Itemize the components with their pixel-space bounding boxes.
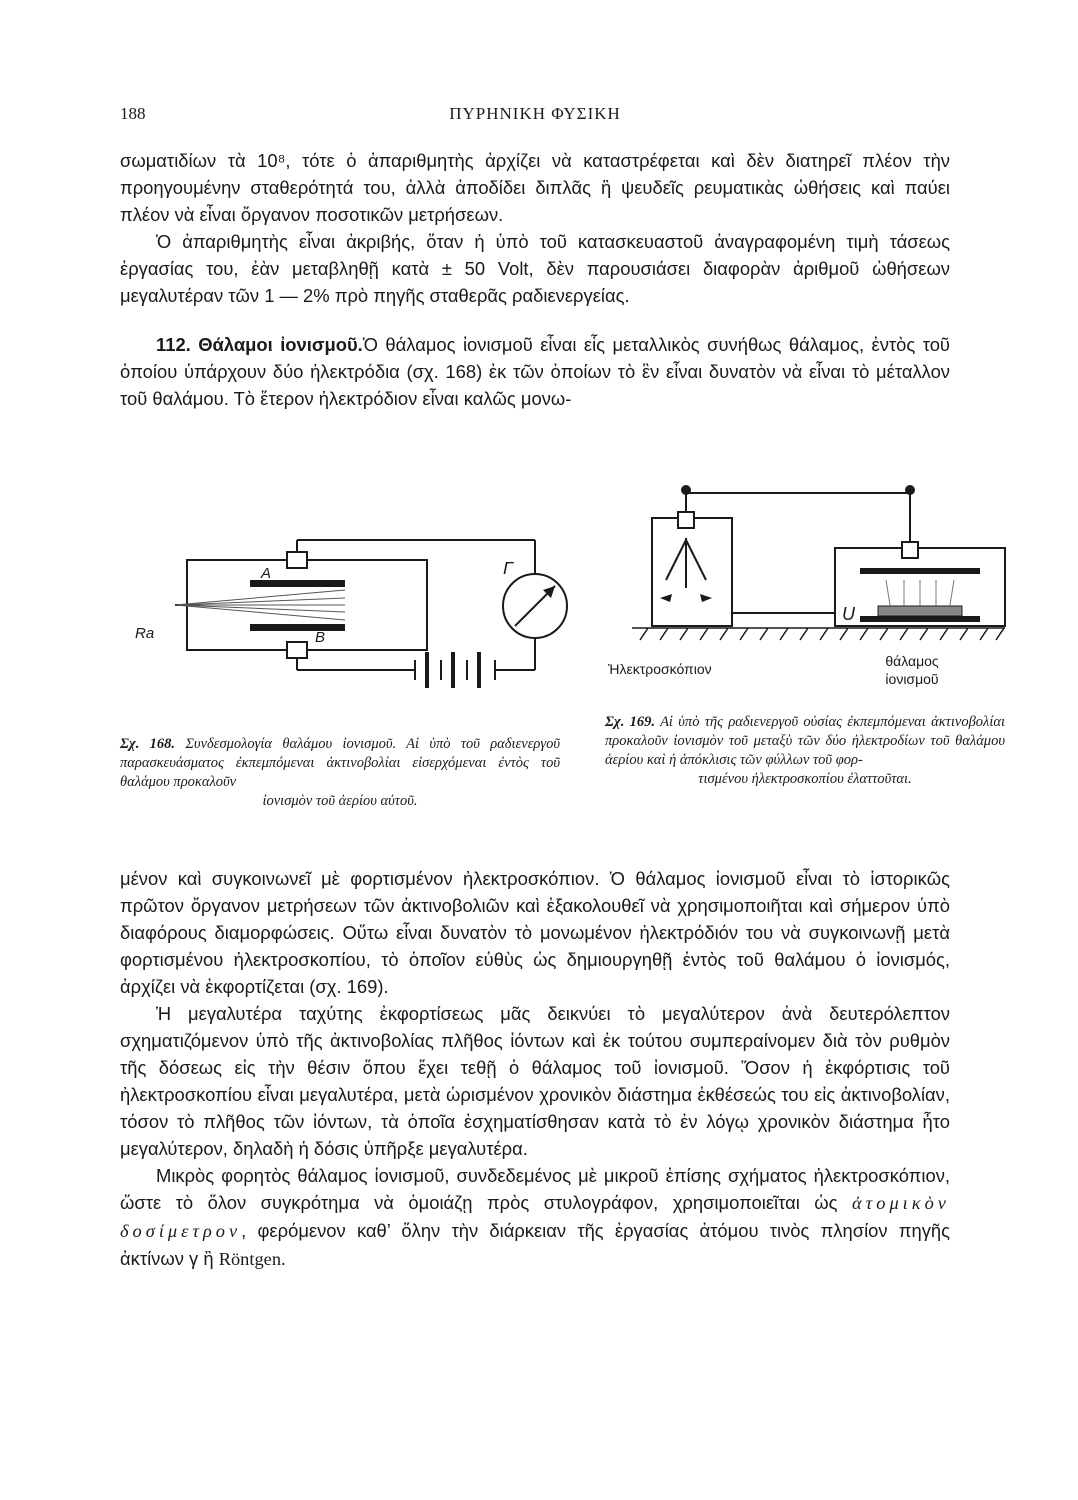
sample-radiation [886, 580, 954, 605]
electroscope-case [652, 518, 732, 626]
paragraph-3-start: Μικρὸς φορητὸς θάλαμος ἰονισμοῦ, συνδεδεμένος μὲ μικροῦ ἐπίσης σχήματος ἠλεκτροσκόπιον, ὥστε τὸ ὅλον συγκρότημα νὰ ὁμοιάζῃ πρὸς στυλογράφον, χρησιμοποιεῖται ὡς [120, 1165, 950, 1213]
paragraph-3-mid: , φερόμενον καθ’ ὅλην τὴν διάρκειαν τῆς ἐργασίας ἀτόμου τινὸς πλησίον πηγῆς ἀκτίνων γ ἢ [120, 1220, 950, 1269]
radiation-rays [175, 590, 345, 620]
radioactive-sample [878, 606, 962, 616]
label-u: U [842, 604, 855, 624]
figure-168-caption-text: Συνδεσμολογία θαλάμου ἰονισμοῦ. Αἱ ὑπὸ τοῦ ραδιενεργοῦ παρασκευάσματος ἐκπεμπόμεναι ἀκτινοβολίαι εἰσερχόμεναι ἐντὸς τοῦ θαλάμου προκαλοῦν [120, 736, 560, 790]
battery [415, 652, 495, 688]
label-chamber-line1: θάλαμος [885, 653, 939, 669]
rontgen-term: Röntgen. [218, 1249, 286, 1269]
figure-169-caption-end: τισμένου ἠλεκτροσκοπίου ἐλαττοῦται. [698, 771, 912, 787]
electrode-b [250, 624, 345, 631]
ground-hatch [632, 628, 1005, 640]
leaf-left [666, 540, 686, 580]
electroscope-insulator [678, 512, 694, 528]
electroscope-knob [681, 485, 691, 495]
label-ra: Ra [135, 625, 155, 642]
figure-168-diagram [115, 530, 585, 705]
top-text-block [120, 147, 950, 412]
dosimeter-term: ἀτομικὸν δοσίμετρον [120, 1193, 950, 1241]
chamber-insulator [902, 542, 918, 558]
page-number: 188 [120, 104, 146, 123]
paragraph: μένον καὶ συγκοινωνεῖ μὲ φορτισμένον ἠλεκτροσκόπιον. Ὁ θάλαμος ἰονισμοῦ εἶναι τὸ ἱστορικῶς πρῶτον ὄργανον μετρήσεων τῶν ἀκτινοβολιῶν καὶ ἐξακολουθεῖ νὰ χρησιμοποιῆται καὶ σήμερον ὑπὸ διαφόρους διαμορφώσεις. Οὕτω εἶναι δυνατὸν τὸ μονωμένον ἠλεκτρόδιόν του νὰ συγκοινωνῇ μετὰ φορτισμένου ἠλεκτροσκοπίου, τὸ ὁποῖον εὐθὺς ὡς δημιουργηθῇ ἐντὸς τοῦ θαλάμου ὁ ἰονισμός, ἀρχίζει νὰ ἐκφορτίζεται (σχ. 169). [120, 868, 950, 997]
paragraph: Ἡ μεγαλυτέρα ταχύτης ἐκφορτίσεως μᾶς δεικνύει τὸ μεγαλύτερον ἀνὰ δευτερόλεπτον σχηματιζόμενον ὑπὸ τῆς ἀκτινοβολίας πλῆθος ἰόντων καὶ ἐκ τούτου συμπεραίνομεν διὰ τὸν ρυθμὸν τῆς δόσεως εἰς τὴν θέσιν ὅπου ἔχει τεθῇ ὁ θάλαμος τοῦ ἰονισμοῦ. Ὅσον ἡ ἐκφόρτισις τοῦ ἠλεκτροσκοπίου εἶναι μεγαλυτέρα, μετὰ ὡρισμένον χρονικὸν διάστημα ἐκθέσεώς του εἰς ἀκτινοβολίαν, τόσον τὸ πλῆθος τῶν ἰόντων, τὰ ὁποῖα ἐσχηματίσθησαν κατὰ τὸ ἐν λόγῳ χρονικὸν διάστημα ἦτο μεγαλύτερον, δηλαδὴ ἡ δόσις ὑπῆρξε μεγαλυτέρα. [120, 1003, 950, 1159]
label-chamber-line2: ἰονισμοῦ [885, 671, 939, 687]
paragraph [120, 1162, 950, 1273]
figure-168-label: Σχ. 168. [120, 736, 176, 752]
label-electroscope: Ἠλεκτροσκόπιον [608, 661, 712, 677]
section-text: Ὁ θάλαμος ἰονισμοῦ εἶναι εἷς μεταλλικὸς συνήθως θάλαμος, ἐντὸς τοῦ ὁποίου ὑπάρχουν δύο ἠλεκτρόδια (σχ. 168) ἐκ τῶν ὁποίων τὸ ἓν εἶναι δυνατὸν νὰ εἶναι τὸ μέταλλον τοῦ θαλάμου. Τὸ ἕτερον ἠλεκτρόδιον εἶναι καλῶς μονω- [120, 334, 950, 409]
insulator-a [287, 552, 307, 568]
arrow-right [700, 594, 712, 602]
arrow-left [660, 594, 672, 602]
bottom-text-block [120, 865, 950, 1273]
chamber-knob [905, 485, 915, 495]
figure-169-caption [605, 713, 1005, 789]
page-header [120, 104, 950, 128]
insulator-b [287, 642, 307, 658]
leaf-right [686, 540, 706, 580]
label-gamma: Γ [503, 558, 514, 578]
section-number: 112. [156, 334, 191, 355]
running-title: ΠΥΡΗΝΙΚΗ ΦΥΣΙΚΗ [449, 104, 621, 123]
lower-electrode [860, 616, 980, 622]
figure-168-caption [120, 735, 560, 811]
paragraph: Ὁ ἀπαριθμητὴς εἶναι ἀκριβής, ὅταν ἡ ὑπὸ τοῦ κατασκευαστοῦ ἀναγραφομένη τιμὴ τάσεως ἐργασίας του, ἐὰν μεταβληθῇ κατὰ ± 50 Volt, δὲν παρουσιάσει διαφορὰν ἀριθμοῦ ὠθήσεων μεγαλυτέραν τῶν 1 — 2% πρὸ πηγῆς σταθερᾶς ραδιενεργείας. [120, 231, 950, 306]
upper-electrode [860, 568, 980, 574]
figure-168-caption-end: ἰονισμὸν τοῦ ἀερίου αὐτοῦ. [262, 793, 418, 809]
label-b: B [315, 629, 326, 646]
label-a: A [261, 565, 272, 582]
figure-169-label: Σχ. 169. [605, 714, 656, 730]
figure-169-diagram [608, 478, 1010, 703]
section-title: Θάλαμοι ἰονισμοῦ. [198, 334, 363, 355]
figure-169-caption-text: Αἱ ὑπὸ τῆς ραδιενεργοῦ οὐσίας ἐκπεμπόμεναι ἀκτινοβολίαι προκαλοῦν ἰονισμὸν τοῦ μεταξὺ τῶν δύο ἠλεκτροδίων τοῦ θαλάμου ἀερίου καὶ ἡ ἀπόκλισις τῶν φύλλων τοῦ φορ- [605, 714, 1005, 768]
section-paragraph [120, 331, 950, 412]
paragraph: σωματιδίων τὰ 10⁸, τότε ὁ ἀπαριθμητὴς ἀρχίζει νὰ καταστρέφεται καὶ δὲν διατηρεῖ πλέον τὴν προηγουμένην σταθερότητά του, ἀλλὰ ἀποδίδει διπλᾶς ἢ ψευδεῖς ρευματικὰς ὠθήσεις καὶ παύει πλέον νὰ εἶναι ὄργανον ποσοτικῶν μετρήσεων. [120, 150, 950, 225]
